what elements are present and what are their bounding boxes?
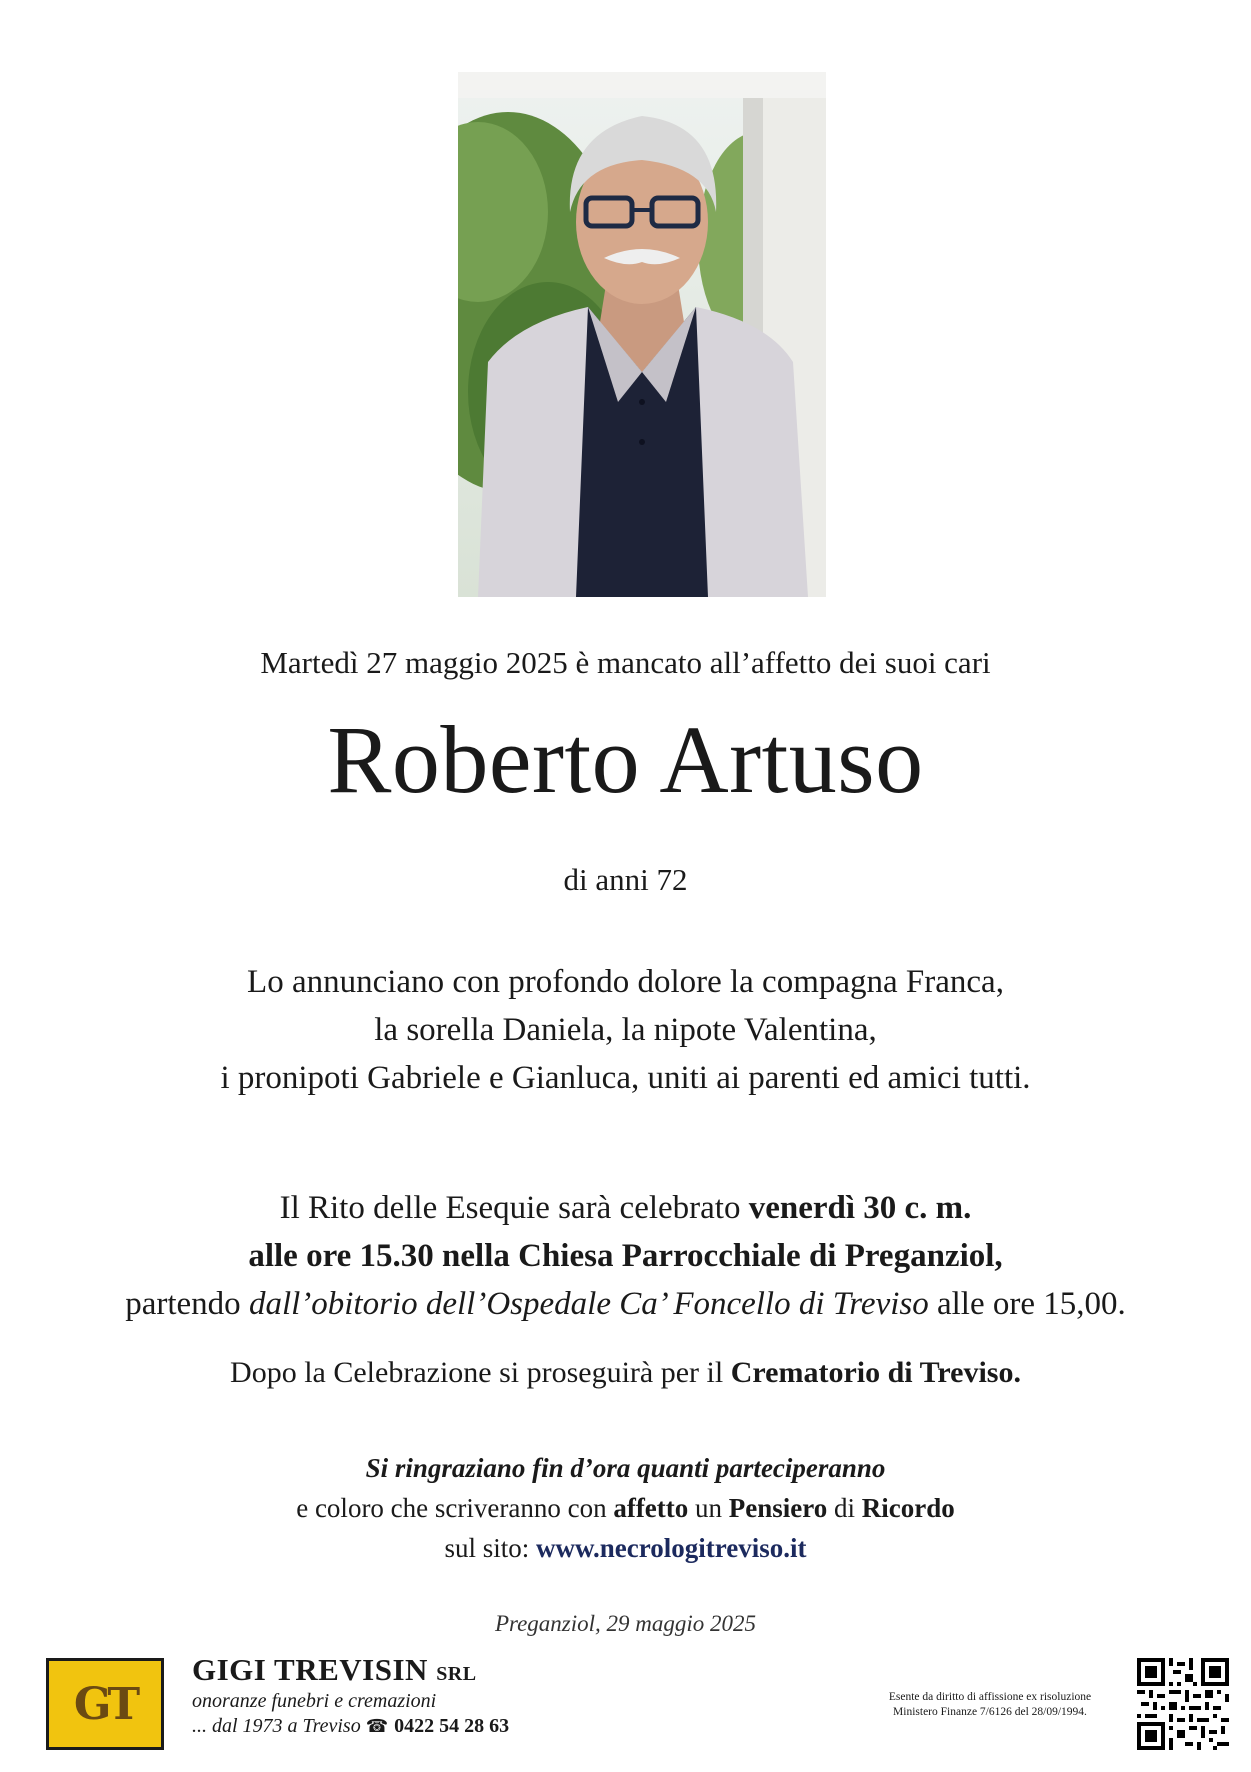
rite-date: venerdì 30 c. m. <box>748 1190 972 1226</box>
age-text: di anni 72 <box>563 862 688 897</box>
place-date: Preganziol, 29 maggio 2025 <box>494 1611 757 1636</box>
rite-line <box>0 1184 1251 1232</box>
company-contact <box>192 1715 509 1738</box>
rite-text: partendo <box>125 1286 249 1322</box>
announce-line: i pronipoti Gabriele e Gianluca, uniti ai parenti ed amici tutti. <box>220 1060 1031 1096</box>
logo-text: GT <box>73 1678 137 1730</box>
rite-text: Il Rito delle Esequie sarà celebrato <box>279 1190 749 1226</box>
rite-time-place: alle ore 15.30 nella Chiesa Parrocchiale di Preganziol, <box>248 1238 1003 1274</box>
thanks-text: sul sito: <box>444 1533 537 1563</box>
website-link[interactable]: www.necrologitreviso.it <box>536 1533 807 1563</box>
company-name <box>192 1652 509 1688</box>
rite-text: alle ore 15,00. <box>928 1286 1126 1322</box>
phone-icon: ☎ <box>365 1716 389 1736</box>
thanks-line <box>0 1528 1251 1568</box>
qr-code-icon[interactable] <box>1137 1658 1229 1750</box>
company-suffix: SRL <box>436 1663 477 1685</box>
funeral-rite <box>0 1184 1251 1328</box>
company-since: ... dal 1973 a Treviso <box>192 1715 361 1737</box>
company-tagline: onoranze funebri e cremazioni <box>192 1690 437 1712</box>
rite-departure: dall’obitorio dell’Ospedale Ca’ Foncello di Treviso <box>248 1286 929 1322</box>
thanks-text: un <box>688 1493 729 1523</box>
intro-text: Martedì 27 maggio 2025 è mancato all’affetto dei suoi cari <box>260 645 991 680</box>
thanks-bold: Pensiero <box>728 1493 828 1523</box>
thanks-block <box>0 1448 1251 1568</box>
announce-line: la sorella Daniela, la nipote Valentina, <box>374 1012 877 1048</box>
after-text: Dopo la Celebrazione si proseguirà per il <box>230 1356 731 1389</box>
phone-number[interactable]: 0422 54 28 63 <box>394 1715 510 1737</box>
company-name-text: GIGI TREVISIN <box>192 1652 428 1687</box>
exemption-line: Ministero Finanze 7/6126 del 28/09/1994. <box>893 1706 1087 1718</box>
thanks-text: di <box>827 1493 862 1523</box>
after-ceremony <box>0 1356 1251 1390</box>
thanks-bold: affetto <box>613 1493 689 1523</box>
company-logo <box>46 1658 164 1750</box>
rite-line <box>0 1280 1251 1328</box>
thanks-line: Si ringraziano fin d’ora quanti parteciperanno <box>365 1453 886 1483</box>
exemption-note <box>860 1690 1120 1720</box>
thanks-text: e coloro che scriveranno con <box>296 1493 614 1523</box>
announce-line: Lo annunciano con profondo dolore la compagna Franca, <box>247 964 1004 1000</box>
exemption-line: Esente da diritto di affissione ex risoluzione <box>888 1691 1092 1703</box>
portrait-photo <box>458 72 826 597</box>
thanks-bold: Ricordo <box>861 1493 955 1523</box>
crematorium: Crematorio di Treviso. <box>730 1356 1021 1389</box>
company-info <box>192 1652 509 1738</box>
deceased-name: Roberto Artuso <box>327 706 924 813</box>
announcement <box>0 958 1251 1102</box>
thanks-line <box>0 1488 1251 1528</box>
rite-line <box>0 1232 1251 1280</box>
